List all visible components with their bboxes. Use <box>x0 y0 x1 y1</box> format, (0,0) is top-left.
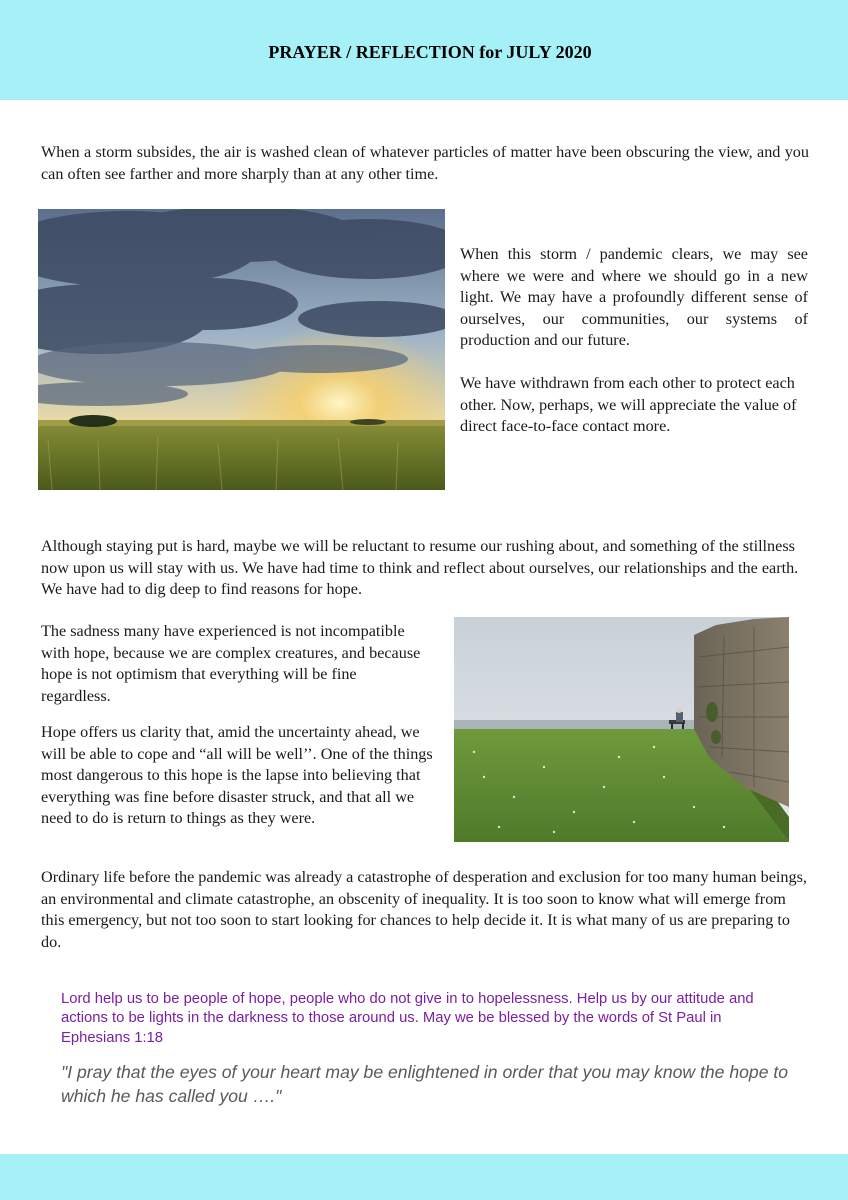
intro-paragraph: When a storm subsides, the air is washed clean of whatever particles of matter have been obscuring the view, and you can often see farther and more sharply than at any other time. <box>41 143 809 183</box>
storm-clears-paragraph: When this storm / pandemic clears, we may see where we were and where we should go in a new light. We may have a profoundly different sense of ourselves, our communities, our systems of production and our future. <box>460 245 808 349</box>
withdrawn-paragraph: We have withdrawn from each other to protect each other. Now, perhaps, we will appreciate the value of direct face-to-face contact more. <box>460 374 797 435</box>
footer-band <box>0 1154 848 1200</box>
ordinary-life-paragraph: Ordinary life before the pandemic was already a catastrophe of desperation and exclusion for too many human beings, an environmental and climate catastrophe, an obscenity of inequality. It is too soon to know what will emerge from this emergency, but not too soon to start looking for chances to help decide it. It is what many of us are preparing to do. <box>41 868 807 951</box>
page-title: PRAYER / REFLECTION for JULY 2020 <box>268 42 592 62</box>
prayer-text: Lord help us to be people of hope, people who do not give in to hopelessness. Help us by our attitude and actions to be lights in the darkness to those around us. May we be blessed by the words of St Paul in Ephesians 1:18 <box>61 991 754 1046</box>
sunset-field-image <box>38 209 445 490</box>
scripture-quote: "I pray that the eyes of your heart may be enlightened in order that you may know the hope to which he has called you …." <box>61 1062 789 1106</box>
clarity-paragraph: Hope offers us clarity that, amid the uncertainty ahead, we will be able to cope and “all will be well’’. One of the things most dangerous to this hope is the lapse into believing that everything was fine before disaster struck, and that all we need to do is return to things as they were. <box>41 723 433 827</box>
bench-wall-image <box>454 617 789 842</box>
sadness-paragraph: The sadness many have experienced is not incompatible with hope, because we are complex creatures, and because hope is not optimism that everything will be fine regardless. <box>41 622 421 705</box>
staying-put-paragraph: Although staying put is hard, maybe we will be reluctant to resume our rushing about, and something of the stillness now upon us will stay with us. We have had time to think and reflect about ourselves, our relationships and the earth. We have had to dig deep to find reasons for hope. <box>41 537 799 598</box>
